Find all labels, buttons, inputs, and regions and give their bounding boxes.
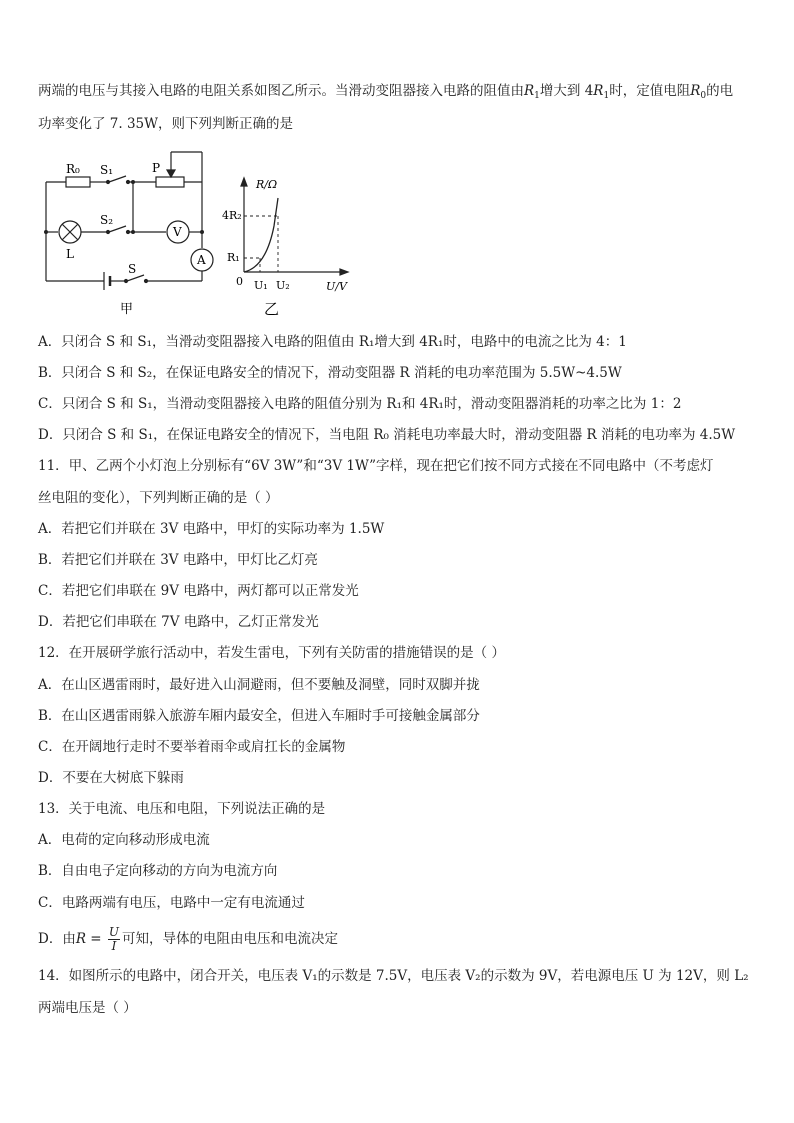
label-S: S — [128, 262, 137, 276]
q12-option-a: A．在山区遇雷雨时，最好进入山洞避雨，但不要触及洞壁，同时双脚并拢 — [38, 677, 480, 693]
q13-option-a: A．电荷的定向移动形成电流 — [38, 832, 210, 848]
q10-option-d: D．只闭合 S 和 S₁，在保证电路安全的情况下，当电阻 R₀ 消耗电功率最大时，滑动变阻器 R 消耗的电功率为 4.5W — [38, 427, 736, 443]
origin-label: 0 — [236, 275, 243, 288]
q12-option-d: D．不要在大树底下躲雨 — [38, 770, 184, 786]
intro-text-a: 两端的电压与其接入电路的电阻关系如图乙所示。当滑动变阻器接入电路的阻值由 — [38, 83, 524, 99]
q13-stem: 13．关于电流、电压和电阻，下列说法正确的是 — [38, 801, 326, 817]
label-L: L — [66, 247, 74, 261]
y-axis-label: R/Ω — [256, 178, 278, 191]
x-tick-U2: U₂ — [276, 279, 290, 292]
q11-stem-1: 11．甲、乙两个小灯泡上分别标有“6V 3W”和“3V 1W”字样，现在把它们按不同方式接在不同电路中（不考虑灯 — [38, 458, 714, 474]
q11-option-d: D．若把它们串联在 7V 电路中，乙灯正常发光 — [38, 614, 319, 630]
label-V: V — [173, 225, 182, 239]
intro-text-d: 的电 — [706, 83, 734, 99]
intro-line-2: 功率变化了 7. 35W，则下列判断正确的是 — [38, 116, 294, 132]
x-tick-U1: U₁ — [254, 279, 268, 292]
q12-option-c: C．在开阔地行走时不要举着雨伞或肩扛长的金属物 — [38, 739, 346, 755]
graph-yi — [222, 172, 352, 318]
q10-option-c: C．只闭合 S 和 S₁，当滑动变阻器接入电路的阻值分别为 R₁和 4R₁时，滑动变阻器消耗的功率之比为 1：2 — [38, 396, 682, 412]
q13-option-d: D．由R = $\frac{U}{I}$ 可知，导体的电阻由电压和电流决定 — [38, 925, 339, 953]
label-P: P — [152, 161, 161, 175]
formula-fraction: $\frac{U}{I}$ — [108, 925, 120, 953]
intro-line-1: 两端的电压与其接入电路的电阻关系如图乙所示。当滑动变阻器接入电路的阻值由$R_1$增大到 $4R_1$时，定值电阻$R_0$的电 — [38, 83, 734, 101]
caption-jia: 甲 — [120, 302, 134, 317]
y-tick-R1: R₁ — [227, 251, 240, 264]
q12-stem: 12．在开展研学旅行活动中，若发生雷电，下列有关防雷的措施错误的是（ ） — [38, 645, 505, 661]
x-axis-label: U/V — [326, 280, 347, 293]
q11-option-a: A．若把它们并联在 3V 电路中，甲灯的实际功率为 1.5W — [38, 521, 385, 537]
q13-option-c: C．电路两端有电压，电路中一定有电流通过 — [38, 895, 305, 911]
q10-option-a: A．只闭合 S 和 S₁，当滑动变阻器接入电路的阻值由 R₁增大到 4R₁时，电路中的电流之比为 4：1 — [38, 334, 627, 350]
intro-text-b: 增大到 — [539, 83, 581, 99]
q14-stem-1: 14．如图所示的电路中，闭合开关，电压表 V₁的示数是 7.5V，电压表 V₂的示数为 9V，若电源电压 U 为 12V，则 L₂ — [38, 968, 749, 984]
q13-option-b: B．自由电子定向移动的方向为电流方向 — [38, 863, 278, 879]
intro-text-c: 时，定值电阻 — [609, 83, 691, 99]
caption-yi: 乙 — [264, 300, 280, 318]
circuit-diagram-jia — [36, 148, 226, 318]
label-A: A — [197, 253, 206, 267]
label-R0: R₀ — [66, 162, 80, 176]
q11-stem-2: 丝电阻的变化），下列判断正确的是（ ） — [38, 490, 279, 506]
q12-option-b: B．在山区遇雷雨躲入旅游车厢内最安全，但进入车厢时手可接触金属部分 — [38, 708, 480, 724]
label-S1: S₁ — [100, 163, 114, 177]
q11-option-b: B．若把它们并联在 3V 电路中，甲灯比乙灯亮 — [38, 552, 318, 568]
y-tick-4R2: 4R₂ — [222, 209, 242, 222]
q14-stem-2: 两端电压是（ ） — [38, 1000, 137, 1016]
label-S2: S₂ — [100, 213, 114, 227]
q10-option-b: B．只闭合 S 和 S₂，在保证电路安全的情况下，滑动变阻器 R 消耗的电功率范围为 5.5W~4.5W — [38, 365, 622, 381]
q11-option-c: C．若把它们串联在 9V 电路中，两灯都可以正常发光 — [38, 583, 359, 599]
